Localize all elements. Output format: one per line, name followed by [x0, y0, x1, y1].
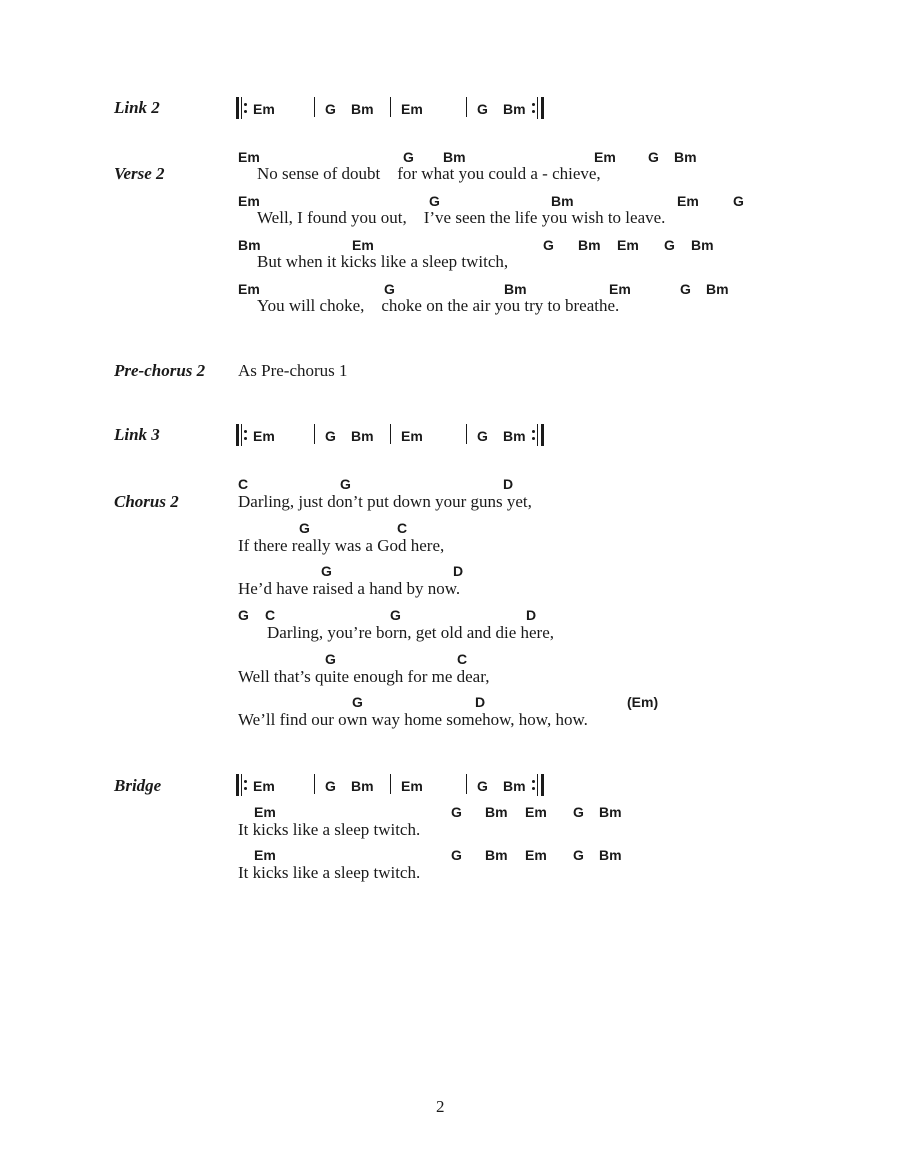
- section-label-bridge: Bridge: [114, 776, 162, 795]
- chord: Em: [677, 193, 699, 209]
- section-label-prechorus2: Pre-chorus 2: [114, 361, 206, 380]
- chord: Bm: [485, 847, 508, 863]
- lyric-line: But when it kicks like a sleep twitch,: [257, 252, 509, 271]
- chord: Bm: [706, 281, 729, 297]
- chord: G: [680, 281, 691, 297]
- bar-line: [390, 424, 391, 444]
- chord: Em: [253, 428, 275, 444]
- chord: G: [648, 149, 659, 165]
- lyric-line: We’ll find our own way home somehow, how, how.: [238, 710, 588, 729]
- chord: C: [265, 607, 276, 623]
- chord: G: [325, 428, 336, 444]
- lyric-line: You will choke, choke on the air you try to breathe.: [257, 296, 620, 315]
- chord: Em: [525, 804, 547, 820]
- chord: D: [453, 563, 464, 579]
- chord: Em: [238, 281, 260, 297]
- chord: G: [477, 428, 488, 444]
- chord: G: [451, 847, 462, 863]
- chord: G: [664, 237, 675, 253]
- chord: Bm: [504, 281, 527, 297]
- bar-line: [466, 774, 467, 794]
- chord: Em: [253, 778, 275, 794]
- chord: G: [325, 651, 336, 667]
- chord: Bm: [599, 804, 622, 820]
- chord: G: [477, 101, 488, 117]
- lyric-line: Well, I found you out, I’ve seen the life you wish to leave.: [257, 208, 666, 227]
- chord: Em: [401, 778, 423, 794]
- chord: Em: [238, 193, 260, 209]
- chord: Em: [594, 149, 616, 165]
- chord: (Em): [627, 694, 659, 710]
- bar-line: [314, 97, 315, 117]
- bar-line: [390, 97, 391, 117]
- chord: G: [403, 149, 414, 165]
- section-label-chorus2: Chorus 2: [114, 492, 179, 511]
- chord: Bm: [351, 428, 374, 444]
- chord: Em: [617, 237, 639, 253]
- lyric-line: It kicks like a sleep twitch.: [238, 863, 421, 882]
- chord: G: [429, 193, 440, 209]
- chord: Bm: [503, 428, 526, 444]
- bar-line: [466, 424, 467, 444]
- chord: Em: [401, 428, 423, 444]
- lyric-line: It kicks like a sleep twitch.: [238, 820, 421, 839]
- chord: G: [340, 476, 351, 492]
- chord: G: [325, 101, 336, 117]
- bar-line: [314, 774, 315, 794]
- chord: G: [451, 804, 462, 820]
- section-label-link3: Link 3: [114, 425, 160, 444]
- chord: Em: [352, 237, 374, 253]
- chord: G: [299, 520, 310, 536]
- chord: G: [390, 607, 401, 623]
- lyric-line: If there really was a God here,: [238, 536, 445, 555]
- chord: Bm: [238, 237, 261, 253]
- lyric-line: Well that’s quite enough for me dear,: [238, 667, 490, 686]
- chord: C: [397, 520, 408, 536]
- chord: C: [457, 651, 468, 667]
- chord: Em: [401, 101, 423, 117]
- chord: D: [503, 476, 514, 492]
- chord: Em: [609, 281, 631, 297]
- chord: C: [238, 476, 249, 492]
- chord: D: [526, 607, 537, 623]
- bar-line: [314, 424, 315, 444]
- bar-line: [390, 774, 391, 794]
- chord: Em: [253, 101, 275, 117]
- lyric-line: Darling, just don’t put down your guns yet,: [238, 492, 532, 511]
- chord: G: [733, 193, 744, 209]
- chord: G: [543, 237, 554, 253]
- chord: Em: [525, 847, 547, 863]
- chord: G: [325, 778, 336, 794]
- chord: Em: [254, 804, 276, 820]
- lyric-line: No sense of doubt for what you could a - chieve,: [257, 164, 601, 183]
- chord: Bm: [351, 778, 374, 794]
- repeat-bars-link3: [0, 424, 900, 448]
- bar-line: [466, 97, 467, 117]
- chord: Em: [238, 149, 260, 165]
- chord: G: [573, 804, 584, 820]
- chord: Bm: [503, 778, 526, 794]
- chord: Bm: [443, 149, 466, 165]
- chord: Bm: [599, 847, 622, 863]
- chord: Bm: [551, 193, 574, 209]
- chord: G: [238, 607, 249, 623]
- prechorus2-text: As Pre-chorus 1: [238, 361, 348, 380]
- chord: G: [352, 694, 363, 710]
- lyric-line: Darling, you’re born, get old and die here,: [267, 623, 555, 642]
- page-number: 2: [436, 1097, 445, 1116]
- chord: G: [573, 847, 584, 863]
- section-label-link2: Link 2: [114, 98, 160, 117]
- chord: G: [477, 778, 488, 794]
- chord: Bm: [691, 237, 714, 253]
- repeat-bars-link2: [0, 97, 900, 121]
- section-label-verse2: Verse 2: [114, 164, 165, 183]
- chord: Em: [254, 847, 276, 863]
- chord: Bm: [674, 149, 697, 165]
- chord: Bm: [485, 804, 508, 820]
- chord: Bm: [503, 101, 526, 117]
- lyric-line: He’d have raised a hand by now.: [238, 579, 461, 598]
- chord: G: [321, 563, 332, 579]
- chord: G: [384, 281, 395, 297]
- repeat-bars-bridge: [0, 774, 900, 798]
- chord: Bm: [351, 101, 374, 117]
- chord: D: [475, 694, 486, 710]
- chord: Bm: [578, 237, 601, 253]
